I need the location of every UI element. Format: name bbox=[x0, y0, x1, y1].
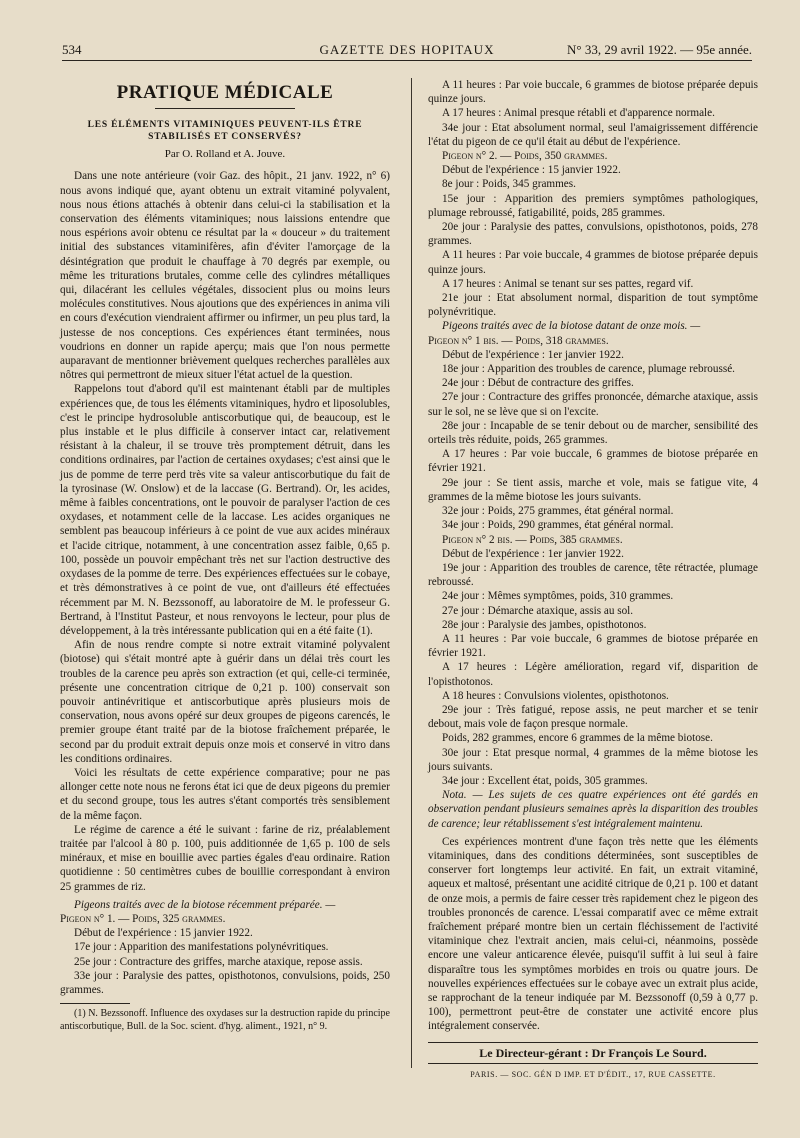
pigeon1-line: 25e jour : Contracture des griffes, marche ataxique, repose assis. bbox=[74, 955, 363, 968]
paragraph: Le régime de carence a été le suivant : farine de riz, préalablement traitée par l'alcool à 80 p. 100, puis additionnée de 1,65 p. 100 de sels minéraux, et mise en bouillie avec parties égales d'eau ordinaire. Ration quotidienne : 50 centimètres cubes de bouillie correspondant à environ 25 grammes de riz. bbox=[60, 823, 390, 893]
left-column bbox=[60, 78, 390, 1033]
pigeon1-line: 17e jour : Apparition des manifestations polynévritiques. bbox=[74, 941, 329, 954]
pigeon1b-title: Pigeon n° 1 bis. — Poids, 318 grammes. bbox=[428, 334, 609, 347]
pigeon1b-line: 29e jour : Se tient assis, marche et vole, mais se fatigue vite, 4 grammes de la même biotose les jours suivants. bbox=[428, 476, 758, 503]
pigeon2-line: 21e jour : Etat absolument normal, disparition de tout symptôme polynévritique. bbox=[428, 292, 758, 319]
journal-title: GAZETTE DES HOPITAUX bbox=[319, 42, 495, 57]
article-subtitle: LES ÉLÉMENTS VITAMINIQUES PEUVENT-ILS ÊTRE STABILISÉS ET CONSERVÉS? bbox=[87, 120, 363, 143]
title-rule bbox=[155, 108, 295, 109]
running-header bbox=[62, 40, 752, 61]
printer-imprint: PARIS. — SOC. GÉN D IMP. ET D'ÉDIT., 17, RUE CASSETTE. bbox=[470, 1069, 716, 1079]
page-number: 534 bbox=[62, 42, 82, 57]
pigeon1-title: Pigeon n° 1. — Poids, 325 grammes. bbox=[60, 912, 226, 925]
pigeon2b-line: Début de l'expérience : 1er janvier 1922. bbox=[442, 547, 624, 560]
paragraph: Afin de nous rendre compte si notre extrait vitaminé polyvalent (biotose) qui s'était montré apte à guérir dans un délai très court les troubles de la carence peu après son extraction (et qui, celle-ci terminée, présente une concentration citrique de 0,21 p. 100) conservait son pouvoir antinévritique et antiscorbutique après plusieurs mois de conservation, nous avons opéré sur deux groupes de pigeons carencés, le premier groupe étant traité par de la biotose fraîchement préparée, le second par du produit extrait depuis onze mois et conservé in vitro dans les conditions ordinaires. bbox=[60, 639, 390, 765]
pigeon1-line: A 17 heures : Animal presque rétabli et d'apparence normale. bbox=[442, 107, 715, 120]
pigeon2-line: A 17 heures : Animal se tenant sur ses pattes, regard vif. bbox=[442, 277, 694, 290]
pigeon2-line: 8e jour : Poids, 345 grammes. bbox=[442, 178, 576, 191]
nota-note: Nota. — Les sujets de ces quatre expériences ont été gardés en observation pendant plusieurs semaines après la disparition des troubles de carence; leur rétablissement s'est intégralement maintenu. bbox=[428, 789, 758, 830]
pigeon2b-line: 34e jour : Excellent état, poids, 305 grammes. bbox=[442, 774, 648, 787]
conclusion-paragraph: Ces expériences montrent d'une façon très nette que les éléments vitaminiques, dans des conditions déterminées, sont susceptibles de conserver fort longtemps leur activité. En fait, un extrait vitaminé, aqueux et maltosé, présentant une acidité citrique de 0,21 p. 100 et datant de onze mois, a permis de faire cesser très rapidement chez le pigeon des troubles prononcés de carence. L'essai comparatif avec ce même extrait fraîchement préparé montre bien un certain fléchissement de l'activité vitaminique chez l'extrait ancien, mais celui-ci, néanmoins, possède encore une valeur anticarence élevée, puisqu'il suffit à lui seul à faire disparaître tous les symptômes morbides en trois ou quatre jours. De nouvelles expériences effectuées sur le cobaye avec un extrait plus acide, se rapprochant de la teneur indiquée par M. Bezssonoff (0,59 à 0,77 p. 100), permettront peut-être de constater une activité encore plus intégralement conservée. bbox=[428, 835, 758, 1033]
pigeon2-line: 20e jour : Paralysie des pattes, convulsions, opisthotonos, poids, 278 grammes. bbox=[428, 221, 758, 248]
pigeon2b-line: 30e jour : Etat presque normal, 4 grammes de la même biotose les jours suivants. bbox=[428, 746, 758, 773]
article-authors: Par O. Rolland et A. Jouve. bbox=[164, 148, 286, 161]
pigeon2b-line: A 18 heures : Convulsions violentes, opisthotonos. bbox=[442, 689, 669, 702]
issue-date: N° 33, 29 avril 1922. — 95e année. bbox=[567, 42, 752, 57]
pigeon1-line: Début de l'expérience : 15 janvier 1922. bbox=[74, 927, 253, 940]
pigeon2b-line: 27e jour : Démarche ataxique, assis au sol. bbox=[442, 604, 634, 617]
pigeon1b-line: Début de l'expérience : 1er janvier 1922. bbox=[442, 348, 624, 361]
pigeon1b-line: 18e jour : Apparition des troubles de carence, plumage rebroussé. bbox=[442, 363, 735, 376]
column-rule bbox=[411, 78, 412, 1068]
pigeon2-line: Début de l'expérience : 15 janvier 1922. bbox=[442, 164, 621, 177]
pigeon1-line: A 11 heures : Par voie buccale, 6 grammes de biotose préparée depuis quinze jours. bbox=[428, 79, 758, 106]
pigeon1-line: 34e jour : Etat absolument normal, seul l'amaigrissement différencie l'état du pigeon de ce qu'il était au début de l'expérience. bbox=[428, 121, 758, 148]
pigeon2-title: Pigeon n° 2. — Poids, 350 grammes. bbox=[442, 150, 608, 163]
pigeon2b-title: Pigeon n° 2 bis. — Poids, 385 grammes. bbox=[442, 533, 623, 546]
paragraph: Voici les résultats de cette expérience comparative; pour ne pas allonger cette note nous ne ferons état ici que de deux pigeons du premier et du second groupe, tous les autres s'étant comportés très sensiblement de la même façon. bbox=[60, 766, 390, 822]
pigeon1b-line: 28e jour : Incapable de se tenir debout ou de marcher, sensibilité des orteils très réduite, poids, 265 grammes. bbox=[428, 419, 758, 447]
group2-heading: Pigeons traités avec de la biotose datant de onze mois. — bbox=[442, 320, 701, 333]
paragraph: Dans une note antérieure (voir Gaz. des hôpit., 21 janv. 1922, n° 6) nous avons indiqué que, ayant obtenu un extrait vitaminé polyvalent, nous nous étions attachés à obtenir dans celui-ci la stabilisation et la conservation des éléments vitaminiques; nous laissions entendre que nous espérions avoir obtenu ce résultat par la « douceur » du traitement initial des substances vitaminifères, afin d'éviter l'amorçage de la désintégration que produit le chauffage à 70 degrés par exemple, ou même les triturations brutales, comme celle des cylindres métalliques qui, dilacérant les cellules végétales, dissocient plus ou moins leurs molécules constitutives. Nous ajoutions que des expériences in anima vili en cours d'exécution viendraient affirmer ou infirmer, un peu plus tard, la justesse de nos conceptions. Ces expériences étant terminées, nous voudrions en donner un rapide aperçu; mais que l'on nous permette auparavant de mentionner brièvement quelques recherches parallèles aux nôtres qui permettront de mieux situer l'état actuel de la question. bbox=[60, 170, 390, 382]
group1-heading: Pigeons traités avec de la biotose récemment préparée. — bbox=[74, 898, 336, 911]
pigeon2-line: A 11 heures : Par voie buccale, 4 grammes de biotose préparée depuis quinze jours. bbox=[428, 249, 758, 276]
pigeon1-line: 33e jour : Paralysie des pattes, opisthotonos, convulsions, poids, 250 grammes. bbox=[60, 969, 390, 996]
pigeon2-line: 15e jour : Apparition des premiers symptômes pathologiques, plumage rebroussé, fatigabilité, poids, 285 grammes. bbox=[428, 192, 758, 219]
pigeon1b-line: 24e jour : Début de contracture des griffes. bbox=[442, 377, 634, 390]
pigeon1b-line: 27e jour : Contracture des griffes prononcée, démarche ataxique, assis sur le sol, ne se lève que si on l'excite. bbox=[428, 391, 758, 418]
footnote-rule bbox=[60, 1003, 130, 1004]
pigeon1b-line: 32e jour : Poids, 275 grammes, état général normal. bbox=[442, 505, 674, 518]
pigeon1b-line: 34e jour : Poids, 290 grammes, état général normal. bbox=[442, 519, 674, 532]
section-title: PRATIQUE MÉDICALE bbox=[116, 82, 334, 103]
pigeon2b-line: Poids, 282 grammes, encore 6 grammes de la même biotose. bbox=[442, 732, 713, 745]
pigeon2b-line: A 11 heures : Par voie buccale, 6 grammes de biotose préparée en février 1921. bbox=[428, 632, 758, 660]
pigeon1b-line: A 17 heures : Par voie buccale, 6 grammes de biotose préparée en février 1921. bbox=[428, 448, 758, 475]
pigeon2b-line: A 17 heures : Légère amélioration, regard vif, disparition de l'opisthotonos. bbox=[428, 661, 758, 688]
pigeon2b-line: 28e jour : Paralysie des jambes, opisthotonos. bbox=[442, 618, 647, 631]
pigeon2b-line: 29e jour : Très fatigué, repose assis, ne peut marcher et se tenir debout, mais vole de façon presque normale. bbox=[428, 703, 758, 731]
right-column bbox=[428, 78, 758, 1082]
paragraph: Rappelons tout d'abord qu'il est maintenant établi par de multiples expériences que, de tous les éléments vitaminiques, hydro et liposolubles, c'est le principe hydrosoluble antiscorbutique qui, de beaucoup, est le plus instable et le plus difficile à conserver intact car, relativement résistant à la chaleur, il se trouve très promptement détruit, dans les conditions ordinaires, par l'action de certaines oxydases; c'est ainsi que le jus de pomme de terre perd très vite sa valeur antiscorbutique du fait de la tyrosinase (W. Onslow) et de la laccase (G. Bertrand). Or, les acides, même à faibles concentrations, ont le pouvoir de paralyser l'action de ces oxydases, et notamment celle de la laccase. Les acides organiques ne semblent pas beaucoup inférieurs à ce point de vue aux acides minéraux et l'acide citrique, notamment, à une concentration assez faible, 0,65 p. 100, possède un pouvoir empêchant très net sur l'action destructive des oxydases de la pomme de terre. Des expériences effectuées sur le cobaye, et très démonstratives à ce point de vue, ont d'ailleurs été effectuées récemment par M. N. Bezssonoff, au laboratoire de M. le professeur G. Bertrand, à l'Institut Pasteur, et nous renvoyons le lecteur, pour plus de développement, à la très intéressante publication qui en a été faite (1). bbox=[60, 383, 390, 637]
footnote: (1) N. Bezssonoff. Influence des oxydases sur la destruction rapide du principe antiscorbutique, Bull. de la Soc. scient. d'hyg. aliment., 1921, n° 9. bbox=[60, 1008, 390, 1032]
pigeon2b-line: 24e jour : Mêmes symptômes, poids, 310 grammes. bbox=[442, 590, 674, 603]
director-line: Le Directeur-gérant : Dr François Le Sourd. bbox=[428, 1042, 758, 1064]
pigeon2b-line: 19e jour : Apparition des troubles de carence, tête rétractée, plumage rebroussé. bbox=[428, 561, 758, 589]
